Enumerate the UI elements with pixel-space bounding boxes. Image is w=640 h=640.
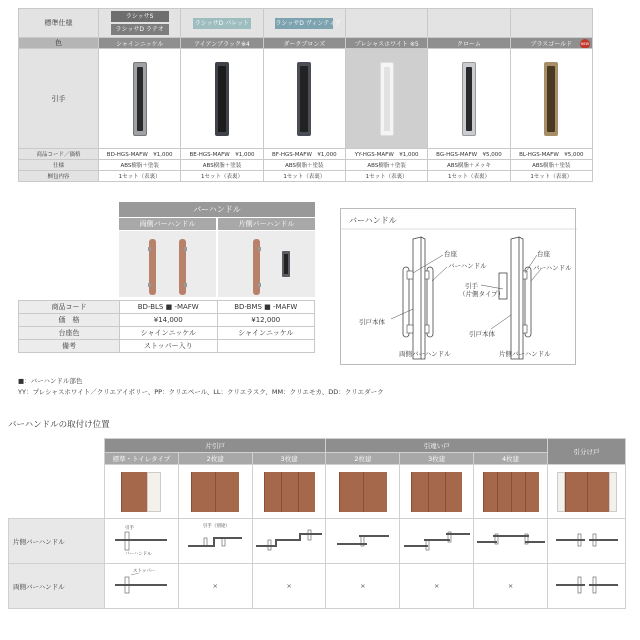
- not-applicable: ×: [326, 564, 400, 609]
- row-label-spec: 標準仕様: [19, 9, 99, 38]
- product-code: BL-HGS-MAFW ¥5,000: [510, 149, 592, 160]
- label-door-body-right: 引戸本体: [469, 330, 495, 338]
- row-label-finish: 仕様: [19, 160, 99, 171]
- plan-diagram: [548, 564, 626, 609]
- sub-header: 3枚建: [400, 453, 474, 465]
- plan-diagram: [400, 519, 474, 564]
- handle-image: [380, 62, 394, 136]
- package: 1セット（表裏）: [263, 171, 345, 182]
- sub-header: 4枚建: [474, 453, 548, 465]
- diagram-title: バーハンドル: [349, 216, 397, 225]
- spec-value: ¥12,000: [217, 314, 315, 327]
- not-applicable: ×: [178, 564, 252, 609]
- single-bar-handle-label: 片側バーハンドル: [218, 218, 315, 230]
- package: 1セット（表裏）: [99, 171, 181, 182]
- spec-pill-d-palette: ラシッサD パレット: [194, 19, 250, 27]
- sub-header: 3枚建: [252, 453, 326, 465]
- color-codes-note: YY：プレシャスホワイト／クリエアイボリー、PP：クリエペール、LL：クリエラスク、MM：クリエモカ、DD：クリエダーク: [18, 388, 384, 396]
- door-illustration: [400, 465, 474, 519]
- product-code: BD-HGS-MAFW ¥1,000: [99, 149, 181, 160]
- plan-diagram: [252, 519, 326, 564]
- row-label-code: 商品コード／価格: [19, 149, 99, 160]
- label-base: 台座: [444, 250, 457, 258]
- finish: ABS樹脂＋塗装: [510, 160, 592, 171]
- door-illustration: [548, 465, 626, 519]
- spec-value: ¥14,000: [120, 314, 218, 327]
- double-bar-handle-label: 両側バーハンドル: [119, 218, 216, 230]
- color-name: ダークブロンズ: [263, 38, 345, 49]
- sub-header: 2枚建: [178, 453, 252, 465]
- new-badge: NEW: [580, 39, 590, 49]
- package: 1セット（表裏）: [428, 171, 510, 182]
- diagram-drawing: [341, 209, 577, 366]
- plan-diagram: [326, 519, 400, 564]
- plan-label-stopper: ストッパー: [133, 569, 156, 574]
- plan-label-pull: 引手: [125, 526, 134, 531]
- finish: ABS樹脂＋塗装: [99, 160, 181, 171]
- not-applicable: ×: [400, 564, 474, 609]
- plan-diagram: [105, 564, 179, 609]
- spec-value: ストッパー入り: [120, 340, 218, 353]
- spec-value: [217, 340, 315, 353]
- color-name: クローム: [428, 38, 510, 49]
- finish: ABS樹脂＋メッキ: [428, 160, 510, 171]
- single-bar-handle-image: [218, 231, 315, 297]
- not-applicable: ×: [252, 564, 326, 609]
- spec-label: 台座色: [19, 327, 120, 340]
- handle-image: [215, 62, 229, 136]
- row-label-color: 色: [19, 38, 99, 49]
- handle-image: [297, 62, 311, 136]
- product-code: BE-HGS-MAFW ¥1,000: [181, 149, 263, 160]
- spec-label: 備考: [19, 340, 120, 353]
- spec-value: シャインニッケル: [120, 327, 218, 340]
- bar-handle-spec-table: [18, 300, 315, 353]
- spec-pill-d-vintia: ラシッサD ヴィンティア: [275, 19, 341, 27]
- row-label-handle: 引手: [19, 49, 99, 149]
- color-name: シャインニッケル: [99, 38, 181, 49]
- spec-label: 商品コード: [19, 301, 120, 314]
- product-code: BG-HGS-MAFW ¥5,000: [428, 149, 510, 160]
- row-label-package: 梱包内容: [19, 171, 99, 182]
- plan-diagram: [548, 519, 626, 564]
- spec-value: BD-BLS ■ -MAFW: [120, 301, 218, 314]
- door-illustration: [474, 465, 548, 519]
- sub-header: 標準・トイレタイプ: [105, 453, 179, 465]
- handle-spec-table: [18, 8, 593, 182]
- group-header: 引違い戸: [326, 439, 548, 453]
- label-pull-sub: （片側タイプ）: [459, 290, 505, 298]
- handle-image: [544, 62, 558, 136]
- label-pull: 引手: [465, 282, 478, 290]
- sub-header: 2枚建: [326, 453, 400, 465]
- plan-diagram: [178, 519, 252, 564]
- handle-image: [462, 62, 476, 136]
- row-label-single: 片側バーハンドル: [9, 519, 105, 564]
- row-label-double: 両側バーハンドル: [9, 564, 105, 609]
- finish: ABS樹脂＋塗装: [263, 160, 345, 171]
- spec-pill-d-lateo: ラシッサD ラテオ: [111, 24, 169, 35]
- color-name: プレシャスホワイト ※5: [345, 38, 427, 49]
- label-door-body: 引戸本体: [359, 318, 385, 326]
- package: 1セット（表裏）: [181, 171, 263, 182]
- handle-image: [133, 62, 147, 136]
- caption-single: 片側バーハンドル: [499, 350, 551, 358]
- color-note: ■：バーハンドル部色: [18, 377, 83, 385]
- bar-handle-diagram: [340, 208, 576, 365]
- group-header: 片引戸: [105, 439, 326, 453]
- finish: ABS樹脂＋塗装: [181, 160, 263, 171]
- not-applicable: ×: [474, 564, 548, 609]
- finish: ABS樹脂＋塗装: [345, 160, 427, 171]
- label-base-right: 台座: [537, 250, 550, 258]
- double-bar-handle-image: [119, 231, 216, 297]
- spec-pill-s: ラシッサS: [111, 11, 169, 22]
- color-name: ブラスゴールド: [530, 40, 573, 48]
- color-name: アイアンブラック※4: [181, 38, 263, 49]
- group-header: 引分け戸: [548, 439, 626, 465]
- door-illustration: [178, 465, 252, 519]
- door-illustration: [252, 465, 326, 519]
- plan-diagram: [105, 519, 179, 564]
- caption-double: 両側バーハンドル: [399, 350, 451, 358]
- mount-position-table: [8, 438, 626, 609]
- plan-label-bar: バーハンドル: [125, 552, 152, 557]
- package: 1セット（表裏）: [345, 171, 427, 182]
- label-bar-right: バーハンドル: [533, 264, 572, 272]
- door-illustration: [105, 465, 179, 519]
- spec-value: シャインニッケル: [217, 327, 315, 340]
- mount-section-title: バーハンドルの取付け位置: [8, 420, 110, 430]
- product-code: BF-HGS-MAFW ¥1,000: [263, 149, 345, 160]
- package: 1セット（表裏）: [510, 171, 592, 182]
- plan-label-pull2: 引手（別途）: [202, 524, 230, 529]
- product-code: YY-HGS-MAFW ¥1,000: [345, 149, 427, 160]
- spec-value: BD-BMS ■ -MAFW: [217, 301, 315, 314]
- door-illustration: [326, 465, 400, 519]
- spec-label: 価 格: [19, 314, 120, 327]
- label-bar: バーハンドル: [448, 262, 487, 270]
- plan-diagram: [474, 519, 548, 564]
- bar-handle-header: バーハンドル: [119, 202, 315, 217]
